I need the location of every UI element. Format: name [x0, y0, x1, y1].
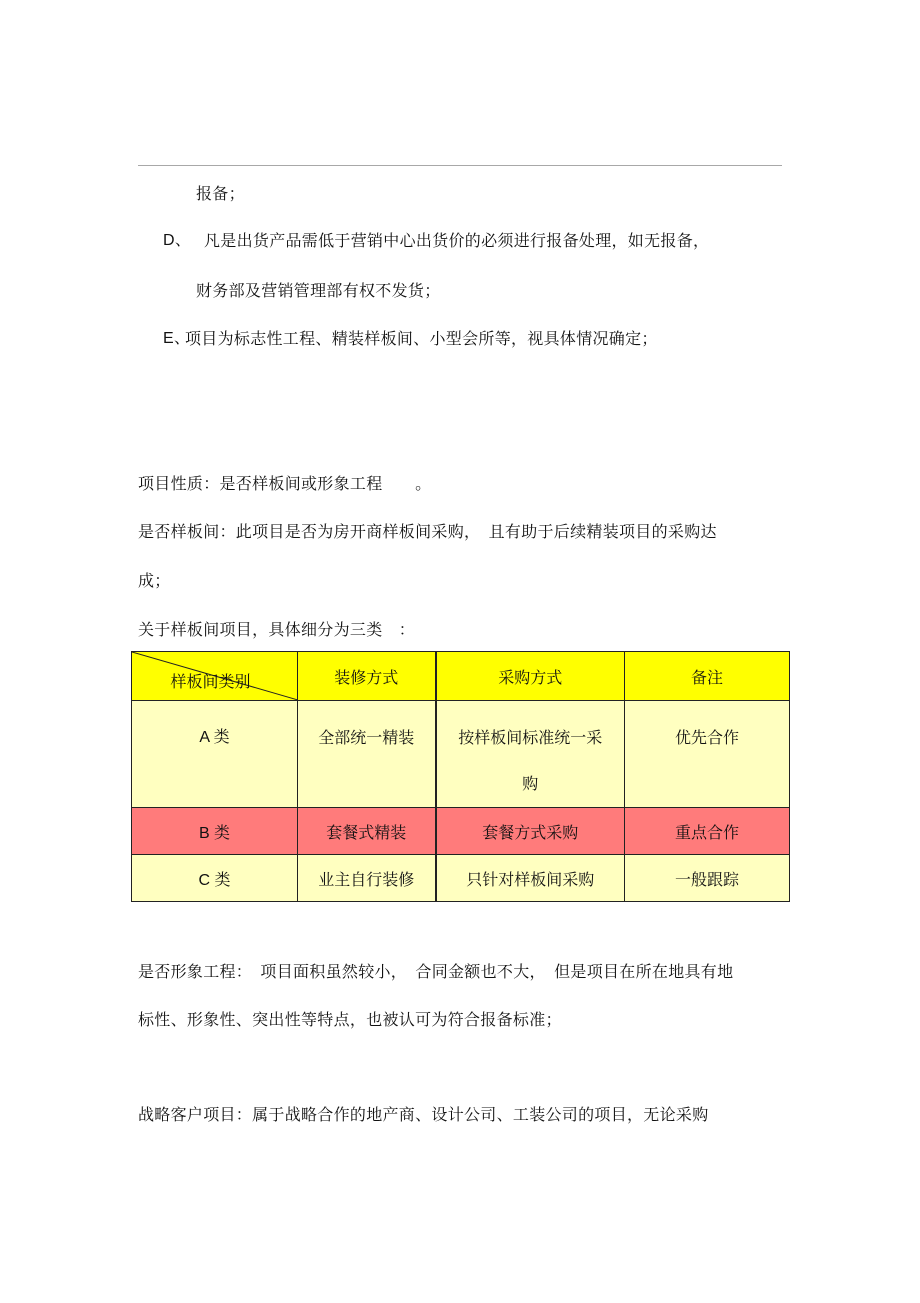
item-e-label: E、 — [163, 330, 191, 347]
sample-room-line-2: 成； — [138, 571, 171, 590]
sample-room-table — [131, 651, 790, 902]
item-d-continuation: 财务部及营销管理部有权不发货； — [196, 281, 441, 300]
cell-purchase: 只针对样板间采购 — [436, 855, 625, 902]
table-row — [132, 701, 790, 808]
header-category — [132, 652, 298, 701]
sample-room-line-1: 是否样板间：此项目是否为房开商样板间采购， 且有助于后续精装项目的采购达 — [138, 522, 717, 541]
cell-decoration: 全部统一精装 — [298, 701, 436, 808]
header-rule — [138, 165, 782, 166]
item-d-label: D、 — [163, 232, 192, 249]
strategic-client-line: 战略客户项目：属于战略合作的地产商、设计公司、工装公司的项目，无论采购 — [138, 1105, 709, 1124]
classification-intro: 关于样板间项目，具体细分为三类 ： — [138, 620, 416, 639]
header-purchase: 采购方式 — [436, 652, 625, 701]
cell-category: B 类 — [132, 808, 298, 855]
header-category-label: 样板间类别 — [170, 671, 251, 691]
table-row — [132, 808, 790, 855]
text-line-baobei: 报备； — [196, 184, 245, 203]
cell-purchase: 套餐方式采购 — [436, 808, 625, 855]
header-note: 备注 — [625, 652, 790, 701]
cell-note: 一般跟踪 — [625, 855, 790, 902]
image-project-line-1: 是否形象工程： 项目面积虽然较小， 合同金额也不大， 但是项目在所在地具有地 — [138, 962, 734, 981]
table-header-row — [132, 652, 790, 701]
image-project-line-2: 标性、形象性、突出性等特点，也被认可为符合报备标准； — [138, 1010, 562, 1029]
header-decoration: 装修方式 — [298, 652, 436, 701]
cell-category: C 类 — [132, 855, 298, 902]
cell-decoration: 业主自行装修 — [298, 855, 436, 902]
cell-purchase: 按样板间标准统一采购 — [436, 701, 625, 808]
table-row — [132, 855, 790, 902]
cell-note: 优先合作 — [625, 701, 790, 808]
cell-note: 重点合作 — [625, 808, 790, 855]
project-nature: 项目性质：是否样板间或形象工程 。 — [138, 474, 432, 493]
item-d-text: 凡是出货产品需低于营销中心出货价的必须进行报备处理，如无报备， — [204, 231, 710, 250]
cell-category: A 类 — [132, 701, 298, 808]
item-e-text: 项目为标志性工程、精装样板间、小型会所等，视具体情况确定； — [185, 329, 658, 348]
cell-decoration: 套餐式精装 — [298, 808, 436, 855]
